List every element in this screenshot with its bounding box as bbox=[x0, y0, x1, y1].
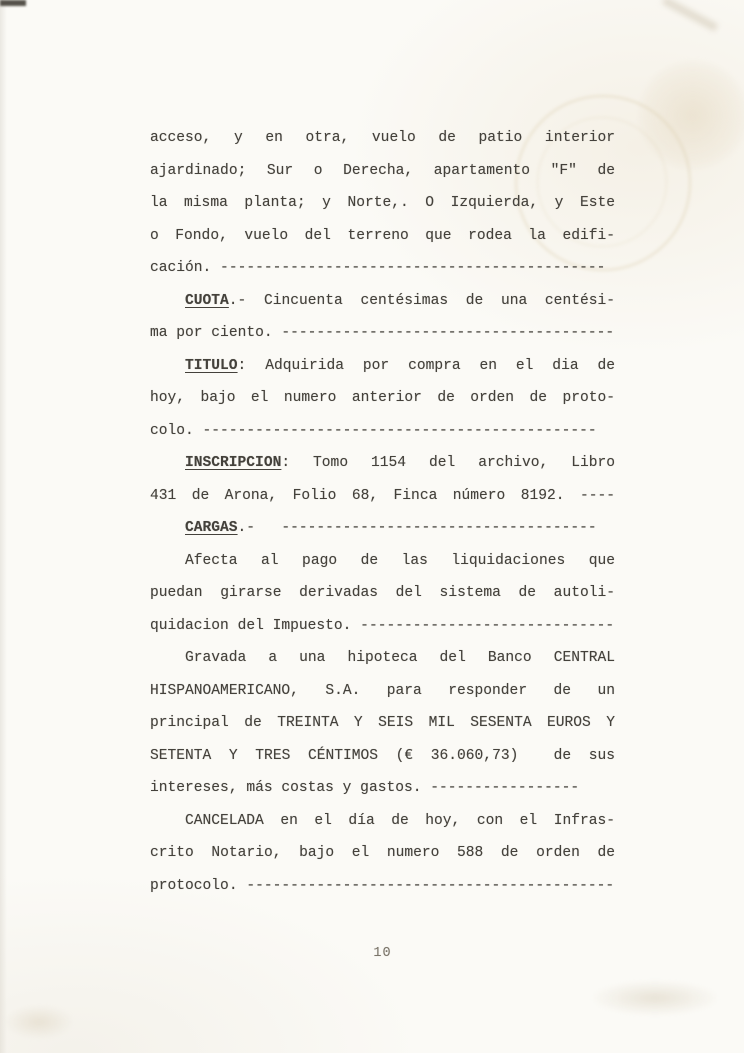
line-text: Gravada a una hipoteca del Banco CENTRAL bbox=[185, 650, 615, 666]
document-line bbox=[150, 252, 615, 285]
line-text: 431 de Arona, Folio 68, Finca número 8192. ---- bbox=[150, 487, 615, 504]
line-text: crito Notario, bajo el numero 588 de orden de bbox=[150, 845, 615, 861]
document-line bbox=[150, 415, 615, 448]
line-text: quidacion del Impuesto. ----------------------------- bbox=[150, 617, 615, 634]
scan-smudge bbox=[4, 1005, 74, 1039]
line-text: HISPANOAMERICANO, S.A. para responder de un bbox=[150, 682, 615, 699]
section-heading: INSCRIPCION bbox=[185, 455, 282, 471]
document-line bbox=[150, 155, 615, 188]
line-text: SETENTA Y TRES CÉNTIMOS (€ 36.060,73) de sus bbox=[150, 747, 615, 764]
document-line bbox=[150, 675, 615, 708]
line-text: .- Cincuenta centésimas de una centési- bbox=[228, 292, 615, 309]
document-line bbox=[150, 512, 615, 545]
section-heading: TITULO bbox=[185, 357, 238, 374]
line-text: intereses, más costas y gastos. ----------------- bbox=[150, 780, 580, 796]
line-text: ajardinado; Sur o Derecha, apartamento "F" de bbox=[150, 162, 615, 179]
document-line bbox=[150, 870, 615, 903]
line-text: acceso, y en otra, vuelo de patio interior bbox=[150, 130, 615, 146]
line-text: o Fondo, vuelo del terreno que rodea la edifi- bbox=[150, 227, 615, 244]
document-line bbox=[150, 837, 615, 870]
document-line bbox=[150, 805, 615, 838]
document-line bbox=[150, 350, 615, 383]
line-text: CANCELADA en el día de hoy, con el Infras- bbox=[185, 812, 615, 829]
line-text: hoy, bajo el numero anterior de orden de proto- bbox=[150, 390, 615, 406]
section-heading: CARGAS bbox=[185, 520, 238, 536]
line-text: puedan girarse derivadas del sistema de autoli- bbox=[150, 585, 615, 601]
line-text: Afecta al pago de las liquidaciones que bbox=[185, 552, 615, 569]
document-line bbox=[150, 610, 615, 643]
line-text: protocolo. ------------------------------------------ bbox=[150, 877, 615, 894]
document-line bbox=[150, 382, 615, 415]
stamp-smudge bbox=[638, 60, 744, 170]
line-text: cación. -------------------------------------------- bbox=[150, 260, 606, 276]
document-line bbox=[150, 220, 615, 253]
document-line bbox=[150, 772, 615, 805]
document-line bbox=[150, 740, 615, 773]
scan-smudge bbox=[590, 980, 720, 1016]
document-line bbox=[150, 122, 615, 155]
line-text: .- ------------------------------------ bbox=[237, 520, 597, 536]
line-text: ma por ciento. -------------------------------------- bbox=[150, 325, 615, 341]
pencil-streak bbox=[662, 0, 719, 32]
line-text: : Tomo 1154 del archivo, Libro bbox=[281, 455, 615, 471]
document-line bbox=[150, 707, 615, 740]
document-line bbox=[150, 545, 615, 578]
document-line bbox=[150, 187, 615, 220]
line-text: principal de TREINTA Y SEIS MIL SESENTA EUROS Y bbox=[150, 715, 615, 731]
line-text: colo. --------------------------------------------- bbox=[150, 422, 597, 439]
page-number: 10 bbox=[373, 946, 392, 961]
document-line bbox=[150, 480, 615, 513]
document-line bbox=[150, 577, 615, 610]
line-text: : Adquirida por compra en el dia de bbox=[237, 357, 615, 374]
document-line bbox=[150, 285, 615, 318]
document-line bbox=[150, 447, 615, 480]
line-text: la misma planta; y Norte,. O Izquierda, y Este bbox=[150, 195, 615, 211]
document-line bbox=[150, 317, 615, 350]
section-heading: CUOTA bbox=[185, 292, 229, 309]
document-line bbox=[150, 642, 615, 675]
scan-edge-artifact bbox=[0, 0, 26, 6]
document-text bbox=[150, 122, 615, 902]
